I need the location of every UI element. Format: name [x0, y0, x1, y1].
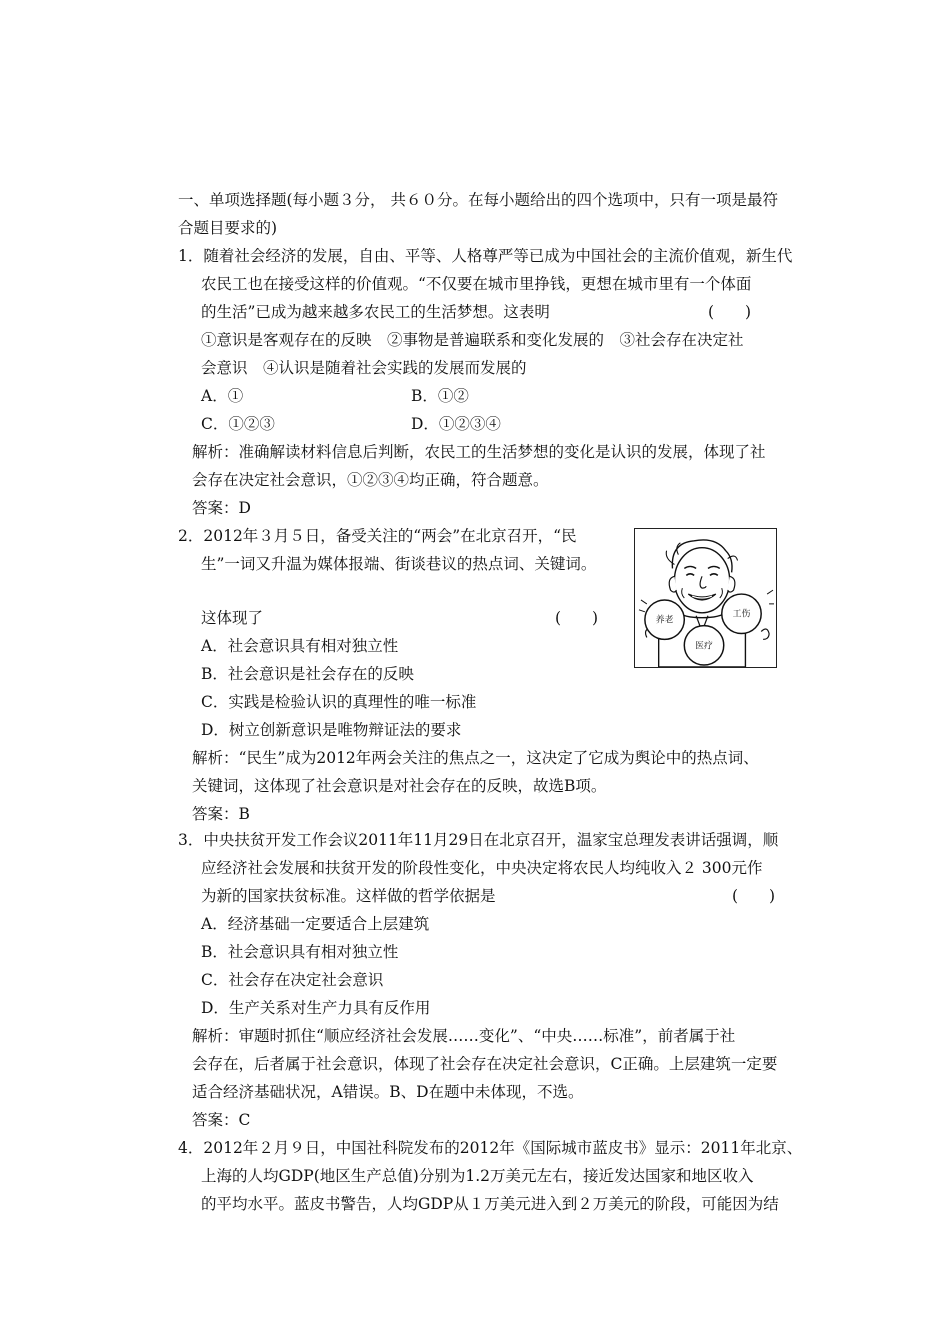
q3-analysis-line: 会存在，后者属于社会意识，体现了社会存在决定社会意识，C正确。上层建筑一定要	[192, 1055, 778, 1073]
q4-stem-line: 4．2012年２月９日，中国社科院发布的2012年《国际城市蓝皮书》显示：2011年北京、	[178, 1139, 803, 1157]
q2-stem-line: 生”一词又升温为媒体报端、街谈巷议的热点词、关键词。	[201, 555, 597, 573]
cartoon-drawing	[635, 529, 776, 667]
q1-option-a: A．①	[201, 387, 244, 405]
q2-answer-bracket: ( )	[555, 609, 599, 627]
q3-answer: 答案：C	[192, 1111, 251, 1129]
q3-analysis-line: 解析：审题时抓住“顺应经济社会发展……变化”、“中央……标准”，前者属于社	[192, 1027, 736, 1045]
q4-stem-line: 的平均水平。蓝皮书警告，人均GDP从１万美元进入到２万美元的阶段，可能因为结	[201, 1195, 779, 1213]
q3-stem-line: 为新的国家扶贫标准。这样做的哲学依据是	[201, 887, 496, 905]
q1-stem-line: 的生活”已成为越来越多农民工的生活梦想。这表明	[201, 303, 550, 321]
q2-answer: 答案：B	[192, 805, 250, 823]
q2-stem-line: 2．2012年３月５日，备受关注的“两会”在北京召开，“民	[178, 527, 577, 545]
q2-analysis-line: 关键词，这体现了社会意识是对社会存在的反映，故选B项。	[192, 777, 607, 795]
cartoon-label-yiliao: 医疗	[695, 641, 713, 652]
q1-stem-line: 农民工也在接受这样的价值观。“不仅要在城市里挣钱，更想在城市里有一个体面	[201, 275, 752, 293]
q2-option-d: D．树立创新意识是唯物辩证法的要求	[201, 721, 462, 739]
q1-statement-line: ①意识是客观存在的反映 ②事物是普遍联系和变化发展的 ③社会存在决定社	[201, 331, 744, 349]
cartoon-illustration	[634, 528, 777, 668]
q3-stem-line: 3．中央扶贫开发工作会议2011年11月29日在北京召开，温家宝总理发表讲话强调，顺	[178, 831, 779, 849]
q3-option-c: C．社会存在决定社会意识	[201, 971, 384, 989]
q1-answer: 答案：D	[192, 499, 251, 517]
cartoon-label-gongshang: 工伤	[732, 609, 751, 620]
q1-analysis-line: 会存在决定社会意识，①②③④均正确，符合题意。	[192, 471, 549, 489]
section-heading: 一、单项选择题(每小题３分， 共６０分。在每小题给出的四个选项中，只有一项是最符	[178, 191, 778, 209]
q3-option-a: A．经济基础一定要适合上层建筑	[201, 915, 430, 933]
q3-option-d: D．生产关系对生产力具有反作用	[201, 999, 431, 1017]
q2-option-a: A．社会意识具有相对独立性	[201, 637, 399, 655]
q3-option-b: B．社会意识具有相对独立性	[201, 943, 399, 961]
q1-option-c: C．①②③	[201, 415, 275, 433]
section-heading-cont: 合题目要求的)	[178, 219, 278, 237]
q1-statement-line: 会意识 ④认识是随着社会实践的发展而发展的	[201, 359, 527, 377]
q3-analysis-line: 适合经济基础状况，A错误。B、D在题中未体现，不选。	[192, 1083, 584, 1101]
q1-answer-bracket: ( )	[708, 303, 752, 321]
q3-answer-bracket: ( )	[732, 887, 776, 905]
q1-analysis-line: 解析：准确解读材料信息后判断，农民工的生活梦想的变化是认识的发展，体现了社	[192, 443, 766, 461]
q2-analysis-line: 解析：“民生”成为2012年两会关注的焦点之一，这决定了它成为舆论中的热点词、	[192, 749, 759, 767]
cartoon-label-yanglao: 养老	[655, 615, 674, 626]
q3-stem-line: 应经济社会发展和扶贫开发的阶段性变化，中央决定将农民人均纯收入２ 300元作	[201, 859, 763, 877]
q2-option-c: C．实践是检验认识的真理性的唯一标准	[201, 693, 477, 711]
q1-option-d: D．①②③④	[411, 415, 501, 433]
q2-option-b: B．社会意识是社会存在的反映	[201, 665, 414, 683]
q1-stem-line: 1．随着社会经济的发展，自由、平等、人格尊严等已成为中国社会的主流价值观，新生代	[178, 247, 793, 265]
q1-option-b: B．①②	[411, 387, 469, 405]
q4-stem-line: 上海的人均GDP(地区生产总值)分别为1.2万美元左右，接近发达国家和地区收入	[201, 1167, 754, 1185]
q2-stem-line: 这体现了	[201, 609, 264, 627]
